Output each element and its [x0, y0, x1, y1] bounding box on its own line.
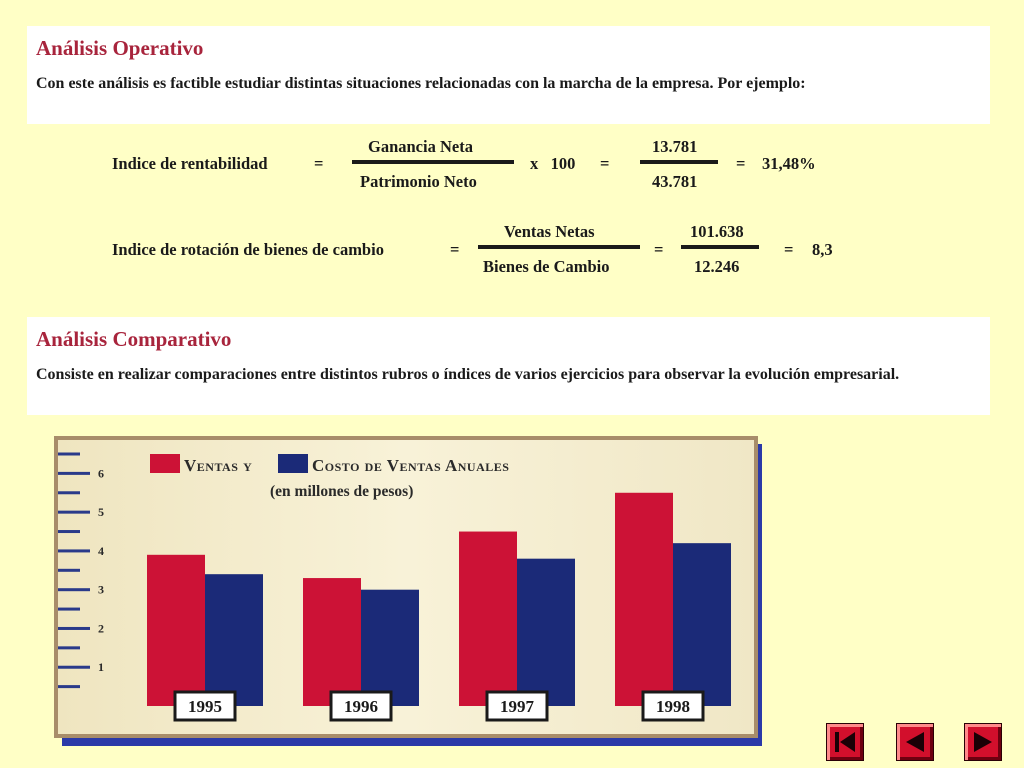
rentabilidad-eq3: = [736, 154, 746, 173]
chart-frame [54, 436, 758, 738]
y-tick-label: 3 [98, 582, 104, 597]
rentabilidad-den-value: 43.781 [652, 172, 698, 191]
rotacion-num-value: 101.638 [690, 222, 744, 241]
bar-costo-1995 [205, 574, 263, 706]
legend-label-part2: Costo de Ventas Anuales [312, 456, 510, 475]
y-major-tick [58, 666, 90, 669]
prev-icon [897, 724, 933, 760]
rotacion-numerator: Ventas Netas [504, 222, 595, 241]
category-label-1995: 1995 [188, 697, 222, 716]
legend-swatch-ventas [150, 454, 180, 473]
y-minor-tick [58, 685, 80, 688]
bar-ventas-1998 [615, 493, 673, 706]
legend-label-part1: Ventas y [184, 456, 253, 475]
first-slide-button[interactable] [826, 723, 864, 761]
y-minor-tick [58, 491, 80, 494]
chart-subtitle: (en millones de pesos) [270, 483, 414, 500]
rentabilidad-fraction-line [352, 160, 514, 164]
rotacion-label: Indice de rotación de bienes de cambio [112, 240, 384, 259]
rotacion-eq3: = [784, 240, 794, 259]
rentabilidad-result: 31,48% [762, 154, 816, 173]
y-minor-tick [58, 646, 80, 649]
rotacion-eq1: = [450, 240, 460, 259]
y-tick-label: 1 [98, 660, 104, 675]
rentabilidad-value-line [640, 160, 718, 164]
rentabilidad-eq1: = [314, 154, 324, 173]
legend-swatch-costo [278, 454, 308, 473]
y-minor-tick [58, 569, 80, 572]
rentabilidad-multiplier: x 100 [530, 154, 576, 173]
next-icon [965, 724, 1001, 760]
rotacion-den-value: 12.246 [694, 257, 740, 276]
y-tick-label: 2 [98, 621, 104, 636]
bar-ventas-1995 [147, 555, 205, 706]
first-icon [827, 724, 863, 760]
rentabilidad-label: Indice de rentabilidad [112, 154, 268, 173]
y-tick-label: 6 [98, 466, 104, 481]
rentabilidad-numerator: Ganancia Neta [368, 137, 473, 156]
y-minor-tick [58, 453, 80, 456]
bar-ventas-1997 [459, 532, 517, 706]
bar-costo-1996 [361, 590, 419, 706]
rentabilidad-eq2: = [600, 154, 610, 173]
operativo-title: Análisis Operativo [36, 36, 204, 60]
comparativo-panel [27, 317, 990, 415]
rentabilidad-num-value: 13.781 [652, 137, 698, 156]
rotacion-denominator: Bienes de Cambio [483, 257, 610, 276]
y-tick-label: 4 [98, 543, 104, 558]
rentabilidad-denominator: Patrimonio Neto [360, 172, 477, 191]
sales-chart [54, 436, 766, 748]
rotacion-fraction-line [478, 245, 640, 249]
rotacion-value-line [681, 245, 759, 249]
bar-ventas-1996 [303, 578, 361, 706]
y-major-tick [58, 627, 90, 630]
y-tick-label: 5 [98, 505, 104, 520]
chart-svg [58, 440, 754, 734]
comparativo-title: Análisis Comparativo [36, 327, 232, 351]
category-label-1997: 1997 [500, 697, 534, 716]
y-minor-tick [58, 530, 80, 533]
rotacion-eq2: = [654, 240, 664, 259]
operativo-description: Con este análisis es factible estudiar distintas situaciones relacionadas con la marcha de la empresa. Por ejemplo: [36, 75, 806, 92]
previous-slide-button[interactable] [896, 723, 934, 761]
category-label-1996: 1996 [344, 697, 378, 716]
bar-costo-1997 [517, 559, 575, 706]
bar-costo-1998 [673, 543, 731, 706]
y-major-tick [58, 511, 90, 514]
rotacion-result: 8,3 [812, 240, 833, 259]
next-slide-button[interactable] [964, 723, 1002, 761]
y-minor-tick [58, 608, 80, 611]
category-label-1998: 1998 [656, 697, 690, 716]
operativo-panel [27, 26, 990, 124]
y-major-tick [58, 549, 90, 552]
y-major-tick [58, 588, 90, 591]
comparativo-description: Consiste en realizar comparaciones entre distintos rubros o índices de varios ejercicios para observar la evolución empresarial. [36, 366, 900, 383]
y-major-tick [58, 472, 90, 475]
